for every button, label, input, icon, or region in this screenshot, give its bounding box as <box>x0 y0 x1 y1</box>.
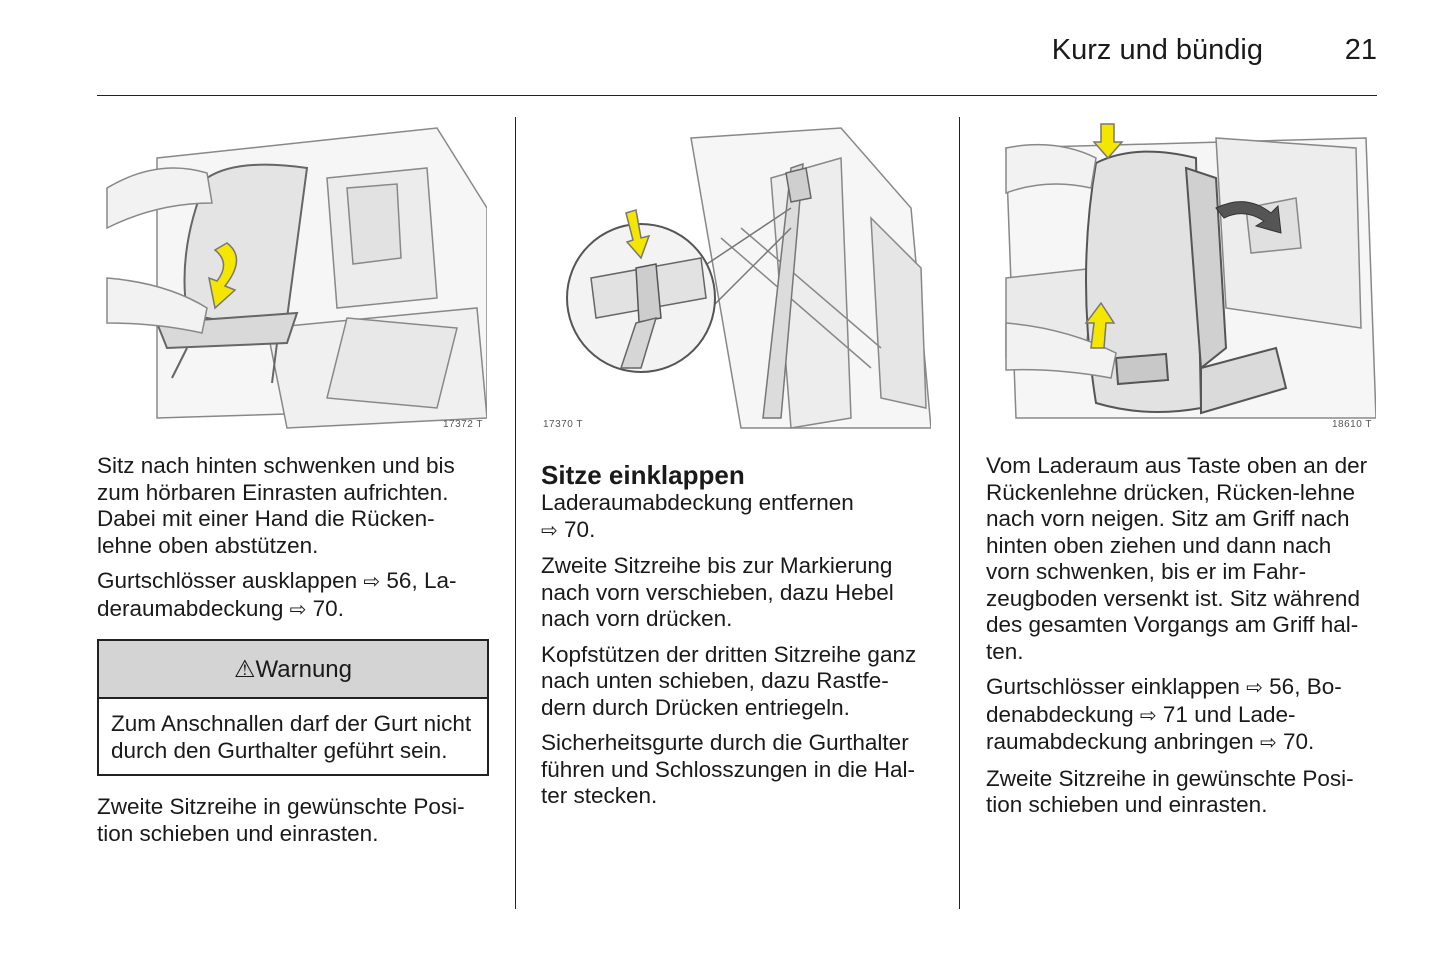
warning-header <box>99 641 487 699</box>
page-reference[interactable]: 70 <box>1282 729 1309 754</box>
page-number: 21 <box>1344 34 1377 66</box>
reference-arrow-icon: ⇨ <box>1246 677 1263 699</box>
paragraph: Zweite Sitzreihe in gewünschte Posi-tion schieben und einrasten. <box>97 794 465 846</box>
reference-arrow-icon: ⇨ <box>363 571 381 593</box>
column-1 <box>97 118 489 856</box>
paragraph: Vom Laderaum aus Taste oben an der Rückenlehne drücken, Rücken-lehne nach vorn neigen. Sitz am Griff nach hinten oben ziehen und dann nach vorn schwenken, bis er im Fahr-zeugboden versenkt ist. Sitz während des gesamten Vorgangs am Griff hal-ten. <box>986 453 1368 664</box>
page-reference[interactable]: 70 <box>312 595 338 621</box>
reference-arrow-icon: ⇨ <box>289 598 307 621</box>
warning-box <box>97 639 489 776</box>
column-divider-1 <box>515 117 516 909</box>
paragraph-with-refs: Gurtschlösser ausklappen ⇨ 56, La- deraumabdeckung ⇨ 70. <box>97 568 489 623</box>
paragraph: Kopfstützen der dritten Sitzreihe ganz nach unten schieben, dazu Rastfe-dern durch Drücken entriegeln. <box>541 641 917 720</box>
page-reference[interactable]: 56 <box>1269 674 1295 699</box>
seatbelt-holder-drawing <box>541 118 931 430</box>
header-rule <box>97 95 1377 96</box>
illustration-seat-fold <box>986 118 1376 430</box>
figure-id: 17370 T <box>543 419 584 430</box>
column-2 <box>541 118 933 819</box>
figure-id: 18610 T <box>1331 419 1372 430</box>
column-divider-2 <box>959 117 960 909</box>
paragraph: Zweite Sitzreihe in gewünschte Posi-tion schieben und einrasten. <box>986 765 1354 817</box>
reference-arrow-icon: ⇨ <box>1259 732 1277 754</box>
paragraph: Sitz nach hinten schwenken und bis zum hörbaren Einrasten aufrichten. Dabei mit einer Hand die Rücken-lehne oben abstützen. <box>97 453 455 558</box>
column-3 <box>986 118 1378 828</box>
section-heading: Sitze einklappen <box>541 460 745 490</box>
reference-arrow-icon: ⇨ <box>541 519 558 542</box>
paragraph: Sicherheitsgurte durch die Gurthalter führen und Schlosszungen in die Hal-ter stecken. <box>541 730 915 808</box>
page-reference[interactable]: 56 <box>386 568 412 593</box>
page-header-title: Kurz und bündig <box>1051 34 1263 66</box>
seat-fold-drawing <box>986 118 1376 430</box>
paragraph-with-ref: Laderaumabdeckung entfernen ⇨ 70. <box>541 490 933 544</box>
illustration-seatbelt-holder <box>541 118 931 430</box>
warning-title: Warnung <box>255 656 352 683</box>
warning-body: Zum Anschnallen darf der Gurt nicht durch den Gurthalter geführt sein. <box>111 711 472 763</box>
paragraph-with-refs: Gurtschlösser einklappen ⇨ 56, Bo-denabdeckung ⇨ 71 und Lade-raumabdeckung anbringen ⇨ 70. <box>986 674 1378 757</box>
reference-arrow-icon: ⇨ <box>1139 704 1157 727</box>
warning-triangle-icon: ⚠ <box>233 656 256 683</box>
page-reference[interactable]: 71 <box>1162 701 1188 727</box>
page-reference[interactable]: 70 <box>564 516 590 542</box>
figure-id: 17372 T <box>442 419 483 430</box>
illustration-seat-raise <box>97 118 487 430</box>
paragraph: Zweite Sitzreihe bis zur Markierung nach vorn verschieben, dazu Hebel nach vorn drücken. <box>541 553 894 631</box>
seat-raise-drawing <box>97 118 487 430</box>
